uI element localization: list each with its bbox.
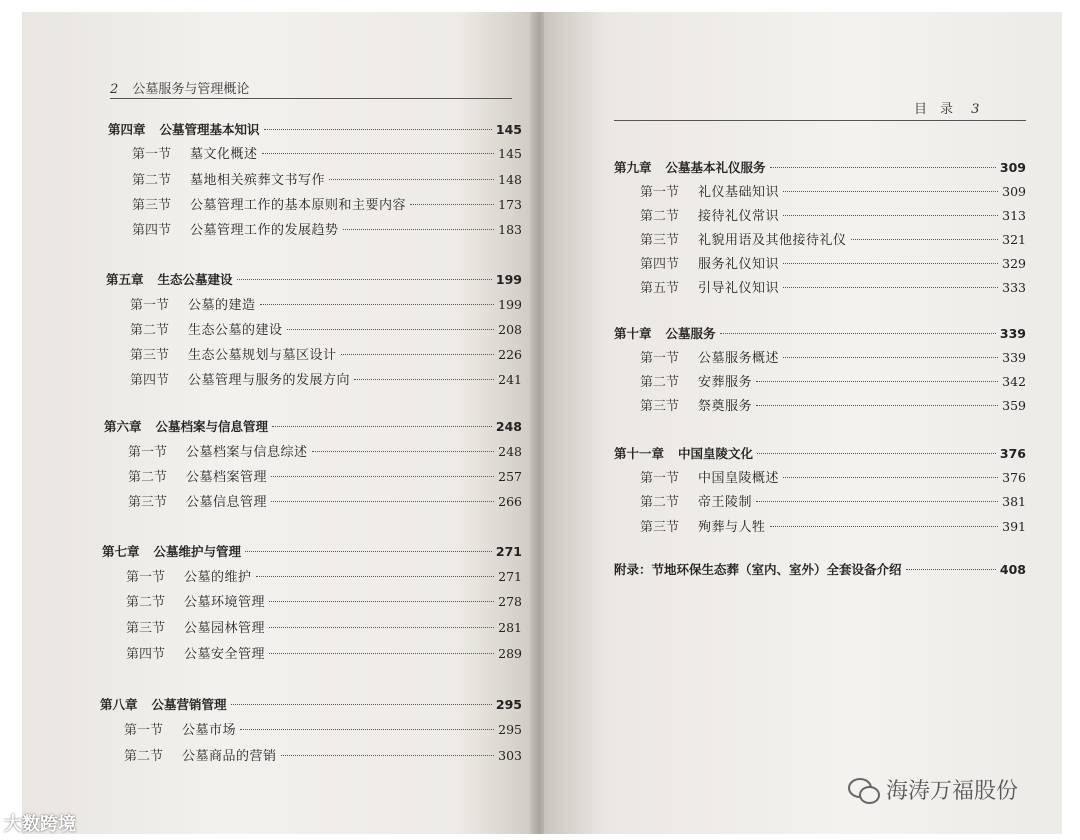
dot-leader bbox=[770, 526, 999, 527]
section-title: 殉葬与人牲 bbox=[698, 520, 766, 535]
right-page bbox=[544, 12, 1062, 834]
dot-leader bbox=[756, 381, 998, 382]
dot-leader bbox=[240, 729, 494, 730]
section-title: 帝王陵制 bbox=[698, 495, 753, 510]
section-title: 公墓市场 bbox=[182, 723, 237, 738]
page-number: 295 bbox=[495, 697, 522, 712]
chapter-number: 第六章 bbox=[104, 419, 142, 434]
left-folio: 2 bbox=[110, 82, 119, 97]
toc-appendix-entry bbox=[614, 560, 1026, 580]
section-title: 引导礼仪知识 bbox=[698, 281, 780, 296]
section-number: 第一节 bbox=[640, 185, 680, 200]
section-title: 墓地相关殡葬文书写作 bbox=[190, 173, 326, 188]
toc-section-entry bbox=[640, 278, 1026, 298]
dot-leader bbox=[906, 569, 996, 570]
dot-leader bbox=[262, 153, 495, 154]
wechat-icon bbox=[848, 778, 878, 802]
dot-leader bbox=[410, 204, 494, 205]
left-running-head bbox=[110, 78, 249, 97]
chapter-title: 公墓基本礼仪服务 bbox=[665, 160, 766, 175]
section-number: 第三节 bbox=[132, 198, 172, 213]
toc-section-entry bbox=[128, 467, 522, 487]
dot-leader bbox=[245, 551, 492, 552]
dot-leader bbox=[269, 627, 494, 628]
section-number: 第一节 bbox=[126, 570, 166, 585]
chapter-title: 生态公墓建设 bbox=[157, 272, 233, 287]
toc-section-entry bbox=[132, 170, 522, 190]
chapter-number: 第九章 bbox=[614, 160, 652, 175]
toc-section-entry bbox=[640, 396, 1026, 416]
page-number: 391 bbox=[1002, 519, 1026, 534]
section-number: 第五节 bbox=[640, 281, 680, 296]
toc-section-entry bbox=[124, 746, 522, 766]
right-running-head bbox=[914, 98, 989, 117]
dot-leader bbox=[343, 229, 495, 230]
toc-section-entry bbox=[132, 220, 522, 240]
dot-leader bbox=[260, 304, 495, 305]
section-title: 接待礼仪常识 bbox=[698, 209, 780, 224]
page-number: 148 bbox=[498, 172, 522, 187]
section-title: 中国皇陵概述 bbox=[698, 471, 780, 486]
dot-leader bbox=[312, 451, 495, 452]
page-number: 376 bbox=[1002, 470, 1026, 485]
page-number: 248 bbox=[498, 444, 522, 459]
page-number: 321 bbox=[1002, 232, 1026, 247]
section-number: 第一节 bbox=[130, 298, 170, 313]
page-number: 339 bbox=[1002, 350, 1026, 365]
toc-section-entry bbox=[640, 230, 1026, 250]
dot-leader bbox=[271, 501, 494, 502]
page-number: 248 bbox=[495, 419, 522, 434]
section-number: 第三节 bbox=[128, 495, 168, 510]
section-title: 公墓档案与信息综述 bbox=[186, 445, 308, 460]
chapter-title: 公墓营销管理 bbox=[151, 697, 227, 712]
section-title: 礼貌用语及其他接待礼仪 bbox=[698, 233, 847, 248]
page-number: 208 bbox=[498, 322, 522, 337]
chapter-number: 第七章 bbox=[102, 544, 140, 559]
section-number: 第二节 bbox=[640, 209, 680, 224]
page-number: 303 bbox=[498, 748, 522, 763]
section-title: 公墓园林管理 bbox=[184, 621, 266, 636]
page-number: 313 bbox=[1002, 208, 1026, 223]
toc-section-entry bbox=[130, 295, 522, 315]
section-number: 第三节 bbox=[640, 520, 680, 535]
page-number: 329 bbox=[1002, 256, 1026, 271]
toc-section-entry bbox=[128, 492, 522, 512]
dot-leader bbox=[851, 239, 999, 240]
section-title: 公墓的维护 bbox=[184, 570, 252, 585]
section-number: 第二节 bbox=[124, 749, 164, 764]
dot-leader bbox=[757, 453, 996, 454]
page-number: 257 bbox=[498, 469, 522, 484]
toc-section-entry bbox=[640, 517, 1026, 537]
page-number: 266 bbox=[498, 494, 522, 509]
toc-section-entry bbox=[640, 372, 1026, 392]
dot-leader bbox=[272, 426, 492, 427]
watermark-left: 大数跨境 bbox=[4, 814, 76, 835]
page-number: 295 bbox=[498, 722, 522, 737]
section-title: 公墓信息管理 bbox=[186, 495, 268, 510]
page-number: 342 bbox=[1002, 374, 1026, 389]
toc-chapter-entry bbox=[104, 417, 522, 437]
dot-leader bbox=[341, 354, 495, 355]
page-number: 145 bbox=[495, 122, 522, 137]
section-title: 生态公墓规划与墓区设计 bbox=[188, 348, 337, 363]
dot-leader bbox=[256, 576, 495, 577]
toc-section-entry bbox=[640, 254, 1026, 274]
section-title: 安葬服务 bbox=[698, 375, 753, 390]
toc-chapter-entry bbox=[614, 158, 1026, 178]
toc-chapter-entry bbox=[106, 270, 522, 290]
page-number: 199 bbox=[495, 272, 522, 287]
dot-leader bbox=[756, 405, 998, 406]
page-number: 183 bbox=[498, 222, 522, 237]
section-title: 墓文化概述 bbox=[190, 147, 258, 162]
section-number: 第三节 bbox=[640, 399, 680, 414]
section-number: 第二节 bbox=[126, 595, 166, 610]
dot-leader bbox=[231, 704, 492, 705]
toc-chapter-entry bbox=[614, 444, 1026, 464]
section-title: 公墓安全管理 bbox=[184, 647, 266, 662]
section-title: 公墓管理工作的发展趋势 bbox=[190, 223, 339, 238]
chapter-number: 第十一章 bbox=[614, 446, 665, 461]
section-number: 第一节 bbox=[640, 351, 680, 366]
page-number: 289 bbox=[498, 646, 522, 661]
left-page bbox=[22, 12, 534, 834]
section-number: 第二节 bbox=[640, 495, 680, 510]
page-number: 381 bbox=[1002, 494, 1026, 509]
section-number: 第一节 bbox=[132, 147, 172, 162]
section-number: 第一节 bbox=[124, 723, 164, 738]
page-number: 199 bbox=[498, 297, 522, 312]
section-number: 第二节 bbox=[132, 173, 172, 188]
toc-section-entry bbox=[126, 592, 522, 612]
section-title: 生态公墓的建设 bbox=[188, 323, 283, 338]
chapter-title: 公墓服务 bbox=[665, 326, 716, 341]
page-number: 333 bbox=[1002, 280, 1026, 295]
dot-leader bbox=[756, 501, 998, 502]
chapter-title: 公墓维护与管理 bbox=[153, 544, 242, 559]
section-title: 公墓的建造 bbox=[188, 298, 256, 313]
left-running-title: 公墓服务与管理概论 bbox=[132, 82, 250, 97]
dot-leader bbox=[271, 476, 494, 477]
section-number: 第一节 bbox=[640, 471, 680, 486]
section-title: 公墓管理与服务的发展方向 bbox=[188, 373, 351, 388]
toc-section-entry bbox=[126, 618, 522, 638]
chapter-number: 第四章 bbox=[108, 122, 146, 137]
page-number: 271 bbox=[495, 544, 522, 559]
toc-chapter-entry bbox=[614, 324, 1026, 344]
open-book bbox=[22, 12, 1062, 834]
section-title: 服务礼仪知识 bbox=[698, 257, 780, 272]
page-number: 145 bbox=[498, 146, 522, 161]
toc-section-entry bbox=[132, 144, 522, 164]
toc-section-entry bbox=[126, 567, 522, 587]
page-number: 309 bbox=[1002, 184, 1026, 199]
toc-chapter-entry bbox=[108, 120, 522, 140]
toc-section-entry bbox=[126, 644, 522, 664]
dot-leader bbox=[281, 755, 495, 756]
chapter-title: 公墓档案与信息管理 bbox=[155, 419, 269, 434]
dot-leader bbox=[783, 263, 998, 264]
appendix-title: 附录：节地环保生态葬（室内、室外）全套设备介绍 bbox=[614, 562, 902, 577]
toc-section-entry bbox=[640, 182, 1026, 202]
page-number: 226 bbox=[498, 347, 522, 362]
section-number: 第三节 bbox=[126, 621, 166, 636]
section-number: 第一节 bbox=[128, 445, 168, 460]
section-number: 第四节 bbox=[640, 257, 680, 272]
page-number: 271 bbox=[498, 569, 522, 584]
dot-leader bbox=[264, 129, 492, 130]
toc-section-entry bbox=[132, 195, 522, 215]
right-folio: 3 bbox=[971, 102, 980, 117]
section-title: 礼仪基础知识 bbox=[698, 185, 780, 200]
dot-leader bbox=[269, 653, 494, 654]
chapter-title: 公墓管理基本知识 bbox=[159, 122, 260, 137]
page-number: 408 bbox=[999, 562, 1026, 577]
dot-leader bbox=[770, 167, 996, 168]
section-number: 第四节 bbox=[130, 373, 170, 388]
chapter-number: 第八章 bbox=[100, 697, 138, 712]
section-title: 公墓管理工作的基本原则和主要内容 bbox=[190, 198, 407, 213]
chapter-number: 第十章 bbox=[614, 326, 652, 341]
dot-leader bbox=[720, 333, 996, 334]
toc-section-entry bbox=[130, 320, 522, 340]
section-number: 第四节 bbox=[126, 647, 166, 662]
section-number: 第二节 bbox=[640, 375, 680, 390]
right-running-title: 目 录 bbox=[914, 102, 954, 117]
dot-leader bbox=[287, 329, 495, 330]
toc-section-entry bbox=[640, 348, 1026, 368]
section-title: 公墓商品的营销 bbox=[182, 749, 277, 764]
page-number: 376 bbox=[999, 446, 1026, 461]
chapter-number: 第五章 bbox=[106, 272, 144, 287]
toc-section-entry bbox=[640, 492, 1026, 512]
dot-leader bbox=[783, 477, 998, 478]
section-title: 公墓环境管理 bbox=[184, 595, 266, 610]
dot-leader bbox=[329, 179, 494, 180]
dot-leader bbox=[269, 601, 494, 602]
watermark-right-text: 海涛万福股份 bbox=[886, 779, 1019, 804]
page-number: 339 bbox=[999, 326, 1026, 341]
dot-leader bbox=[783, 357, 998, 358]
page-number: 278 bbox=[498, 594, 522, 609]
section-title: 祭奠服务 bbox=[698, 399, 753, 414]
left-header-rule bbox=[110, 98, 512, 99]
dot-leader bbox=[783, 191, 998, 192]
toc-section-entry bbox=[128, 442, 522, 462]
section-number: 第四节 bbox=[132, 223, 172, 238]
toc-section-entry bbox=[124, 720, 522, 740]
section-number: 第三节 bbox=[130, 348, 170, 363]
section-number: 第三节 bbox=[640, 233, 680, 248]
dot-leader bbox=[783, 287, 998, 288]
dot-leader bbox=[237, 279, 492, 280]
toc-chapter-entry bbox=[100, 695, 522, 715]
toc-section-entry bbox=[130, 345, 522, 365]
toc-section-entry bbox=[640, 206, 1026, 226]
watermark-right bbox=[848, 774, 1018, 805]
toc-chapter-entry bbox=[102, 542, 522, 562]
section-title: 公墓服务概述 bbox=[698, 351, 780, 366]
page-number: 281 bbox=[498, 620, 522, 635]
page-number: 241 bbox=[498, 372, 522, 387]
page-number: 309 bbox=[999, 160, 1026, 175]
toc-section-entry bbox=[640, 468, 1026, 488]
page-number: 359 bbox=[1002, 398, 1026, 413]
toc-section-entry bbox=[130, 370, 522, 390]
section-number: 第二节 bbox=[130, 323, 170, 338]
chapter-title: 中国皇陵文化 bbox=[678, 446, 754, 461]
dot-leader bbox=[354, 379, 494, 380]
section-title: 公墓档案管理 bbox=[186, 470, 268, 485]
section-number: 第二节 bbox=[128, 470, 168, 485]
page-number: 173 bbox=[498, 197, 522, 212]
dot-leader bbox=[783, 215, 998, 216]
right-header-rule bbox=[614, 120, 1026, 121]
